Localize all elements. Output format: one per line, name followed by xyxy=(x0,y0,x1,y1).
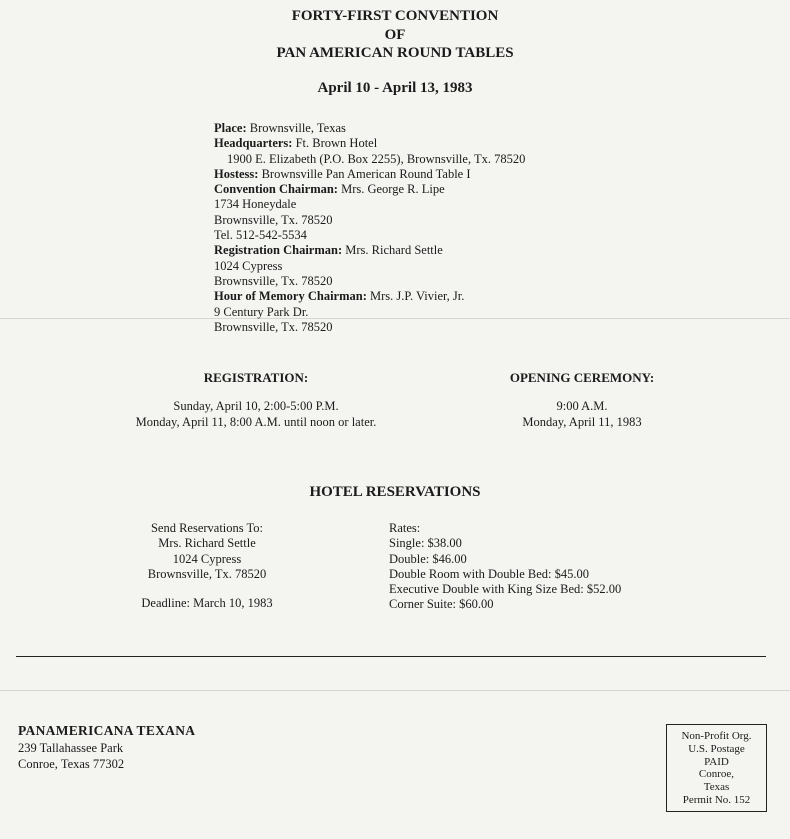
registration-chairman-address-2: Brownsville, Tx. 78520 xyxy=(214,273,333,288)
hostess-label: Hostess: xyxy=(214,166,259,181)
registration-chairman-line xyxy=(214,243,525,258)
registration-heading: REGISTRATION: xyxy=(203,370,309,385)
opening-ceremony-date: Monday, April 11, 1983 xyxy=(522,414,642,429)
registration-line-1: Sunday, April 10, 2:00-5:00 P.M. xyxy=(173,399,339,414)
convention-details xyxy=(214,121,525,335)
send-reservations-address-1: 1024 Cypress xyxy=(172,551,242,566)
rate-single: Single: $38.00 xyxy=(389,536,462,551)
convention-title-line-3: PAN AMERICAN ROUND TABLES xyxy=(276,45,514,61)
memory-chairman-line xyxy=(214,289,525,304)
hostess-line xyxy=(214,167,525,182)
postage-line-1: Non-Profit Org. xyxy=(681,730,752,742)
convention-dates: April 10 - April 13, 1983 xyxy=(317,80,473,96)
postage-line-3: PAID xyxy=(704,755,729,768)
memory-chairman-value: Mrs. J.P. Vivier, Jr. xyxy=(370,289,465,304)
hotel-rates-block xyxy=(389,521,621,613)
headquarters-value: Ft. Brown Hotel xyxy=(295,136,378,151)
send-reservations-name: Mrs. Richard Settle xyxy=(158,536,256,551)
rates-label: Rates: xyxy=(389,521,421,535)
place-label: Place: xyxy=(214,121,247,135)
memory-chairman-address-1: 9 Century Park Dr. xyxy=(214,304,309,319)
rate-double: Double: $46.00 xyxy=(389,551,467,566)
hotel-reservations-heading: HOTEL RESERVATIONS xyxy=(309,484,481,500)
section-divider xyxy=(16,656,766,657)
registration-line-2: Monday, April 11, 8:00 A.M. until noon or later. xyxy=(135,414,377,429)
reservation-deadline: Deadline: March 10, 1983 xyxy=(141,596,273,611)
rate-corner-suite: Corner Suite: $60.00 xyxy=(389,597,494,612)
convention-chairman-label: Convention Chairman: xyxy=(214,182,338,197)
convention-chairman-address-2: Brownsville, Tx. 78520 xyxy=(214,212,333,227)
send-reservations-address-2: Brownsville, Tx. 78520 xyxy=(147,566,267,581)
postage-line-6: Permit No. 152 xyxy=(682,793,751,806)
convention-chairman-address-1: 1734 Honeydale xyxy=(214,197,297,212)
convention-chairman-tel: Tel. 512-542-5534 xyxy=(214,228,307,243)
opening-ceremony-heading: OPENING CEREMONY: xyxy=(509,370,655,385)
rate-double-room-double-bed: Double Room with Double Bed: $45.00 xyxy=(389,566,589,581)
hostess-value: Brownsville Pan American Round Table I xyxy=(261,166,471,181)
opening-ceremony-time: 9:00 A.M. xyxy=(556,399,608,414)
send-reservations-block xyxy=(112,521,302,611)
headquarters-label: Headquarters: xyxy=(214,136,293,151)
memory-chairman-label: Hour of Memory Chairman: xyxy=(214,289,367,304)
headquarters-line xyxy=(214,136,525,151)
convention-title-line-2: OF xyxy=(384,27,406,43)
opening-ceremony-section xyxy=(492,370,672,430)
convention-title-line-1: FORTY-FIRST CONVENTION xyxy=(291,8,499,24)
sender-name: PANAMERICANA TEXANA xyxy=(18,723,196,738)
headquarters-address: 1900 E. Elizabeth (P.O. Box 2255), Brownsville, Tx. 78520 xyxy=(227,151,526,166)
registration-chairman-value: Mrs. Richard Settle xyxy=(345,243,443,258)
postage-line-2: U.S. Postage xyxy=(688,742,745,755)
postage-indicia xyxy=(666,724,767,812)
fold-line xyxy=(0,690,790,691)
sender-address-2: Conroe, Texas 77302 xyxy=(18,756,125,771)
sender-address xyxy=(18,723,195,772)
place-line xyxy=(214,121,525,136)
registration-section xyxy=(100,370,412,430)
place-value: Brownsville, Texas xyxy=(249,121,346,135)
sender-address-1: 239 Tallahassee Park xyxy=(18,741,124,756)
registration-chairman-address-1: 1024 Cypress xyxy=(214,258,283,273)
convention-chairman-line xyxy=(214,182,525,197)
convention-chairman-value: Mrs. George R. Lipe xyxy=(341,182,445,197)
rate-executive-double-king: Executive Double with King Size Bed: $52.00 xyxy=(389,582,622,597)
registration-chairman-label: Registration Chairman: xyxy=(214,243,343,258)
memory-chairman-address-2: Brownsville, Tx. 78520 xyxy=(214,319,333,334)
postage-line-5: Texas xyxy=(703,781,730,794)
postage-line-4: Conroe, xyxy=(698,768,735,781)
send-reservations-label: Send Reservations To: xyxy=(150,521,264,535)
